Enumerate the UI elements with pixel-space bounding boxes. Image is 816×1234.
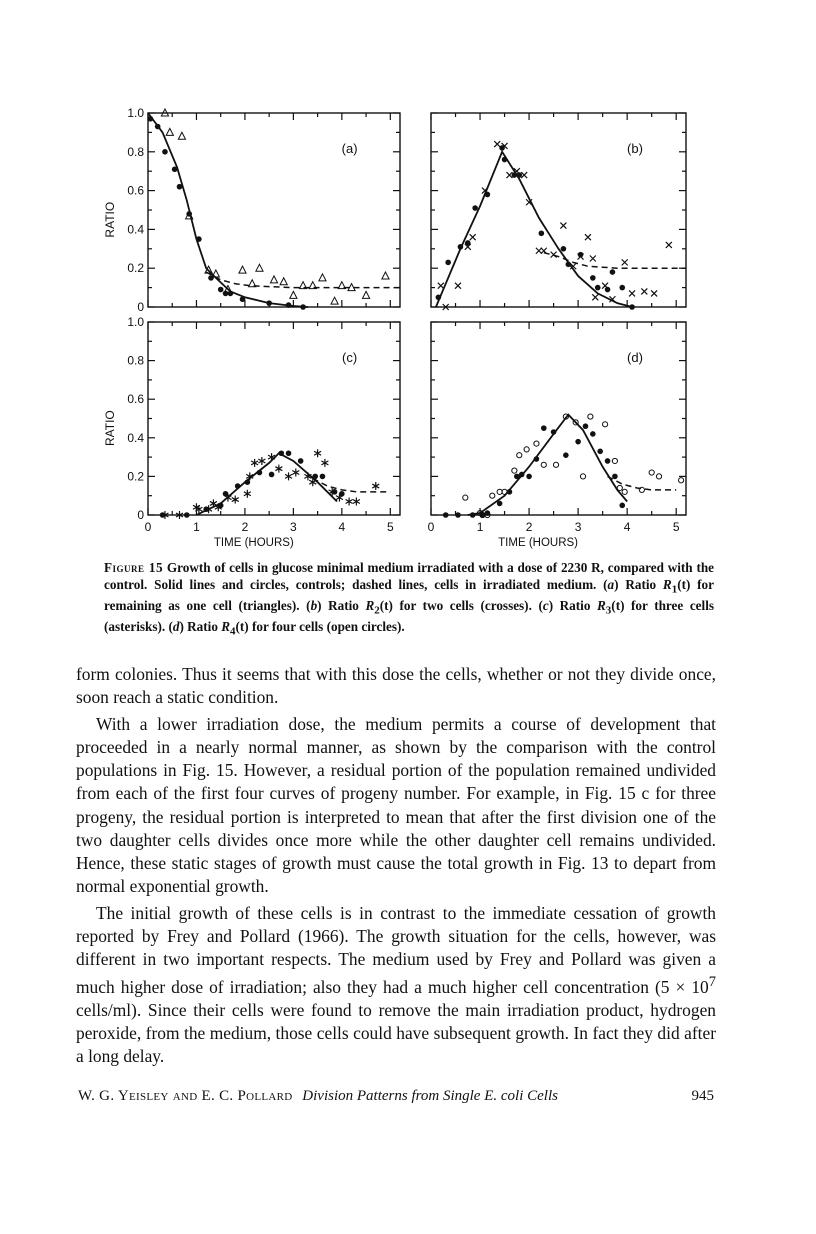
irradiated-point [622, 489, 627, 494]
irradiated-point [249, 280, 256, 287]
control-point [526, 474, 532, 480]
irradiated-point [256, 264, 263, 271]
control-point [619, 503, 625, 509]
control-point [566, 262, 572, 268]
caption-text: ) Ratio [614, 576, 663, 592]
control-point [155, 124, 161, 130]
irradiated-point [622, 259, 628, 265]
irradiated-point [470, 234, 476, 240]
control-point [605, 458, 611, 464]
irradiated-point [651, 290, 657, 296]
control-point [278, 450, 284, 456]
irradiated-point [382, 272, 389, 279]
control-point [445, 260, 451, 266]
caption-text: ) Ratio [179, 619, 222, 635]
footer-title: Division Patterns from Single E. coli Cells [302, 1088, 558, 1104]
control-point [575, 439, 581, 445]
irradiated-point [588, 414, 593, 419]
irradiated-point [592, 294, 598, 300]
irradiated-point [534, 441, 539, 446]
irradiated-point [506, 172, 512, 178]
paragraph-3-text: The initial growth of these cells is in contrast to the immediate cessation of growth reported by Frey and Pollard (1966). The growth situation for the cells, however, was different in two important respects. The medium used by Frey and Pollard was given a much higher dose of irradiation; also they had a much higher cell concentration (5 × 10 [76, 902, 716, 998]
irradiated-point [232, 496, 239, 504]
irradiated-point [285, 472, 292, 480]
caption-r1: R [662, 576, 672, 592]
control-point [541, 425, 547, 431]
irradiated-point [612, 458, 617, 463]
control-point [502, 157, 508, 163]
irradiated-point [258, 457, 265, 465]
paragraph-2: With a lower irradiation dose, the medium permits a course of development that proceeded in a nearly normal manner, as shown by the comparison with the control populations in Fig. 15. However, a residual portion of the population remained undivided from each of the first four curves of progeny number. For example, in Fig. 15 c for three progeny, the residual portion is interpreted to mean that after the first division one of the two daughter cells divides once more while the other daughter cell remains undivided. Hence, these static stages of growth must cause the total growth in Fig. 13 to depart from normal exponential growth. [76, 714, 716, 896]
irradiated-point [517, 453, 522, 458]
control-point [298, 458, 304, 464]
control-point [257, 470, 263, 476]
control-point [629, 304, 635, 310]
irradiated-point [678, 478, 683, 483]
x-axis-label: TIME (HOURS) [498, 537, 579, 549]
control-point [595, 285, 601, 291]
footer-authors: W. G. Yeisley and E. C. Pollard [78, 1088, 293, 1104]
page-footer [78, 1088, 714, 1108]
body-text [76, 663, 716, 1068]
control-point [534, 456, 540, 462]
irradiated-point [512, 468, 517, 473]
x-tick-label: 5 [386, 520, 394, 534]
y-tick-label: 0 [137, 508, 144, 522]
y-tick-label: 0 [137, 300, 144, 314]
control-point [218, 287, 224, 293]
control-point [590, 275, 596, 281]
y-tick-label: 0.6 [127, 183, 144, 198]
caption-text: (t) for two cells (crosses). ( [379, 597, 543, 613]
irradiated-point [299, 282, 306, 289]
irradiated-point [602, 422, 607, 427]
irradiated-point [331, 297, 338, 304]
control-point [172, 166, 178, 172]
irradiated-point [212, 270, 219, 277]
control-point [455, 512, 461, 518]
irradiated-point [463, 495, 468, 500]
irradiated-point [649, 470, 654, 475]
control-point [470, 512, 476, 518]
irradiated-point [629, 290, 635, 296]
panel-label: (b) [627, 141, 643, 156]
irradiated-point [602, 283, 608, 289]
paragraph-3-text: cells/ml). Since their cells were found to remove the main irradiation product, hydrogen peroxide, from the medium, those cells could have subsequent growth. In fact they did after a long delay. [76, 1000, 716, 1067]
control-point [235, 483, 241, 489]
x-tick-label: 0 [144, 520, 152, 534]
control-point [320, 474, 326, 480]
caption-r4-sub: 4 [230, 625, 236, 638]
control-point [514, 474, 520, 480]
irradiated-point [641, 288, 647, 294]
x-tick-label: 2 [241, 520, 249, 534]
irradiated-point [541, 462, 546, 467]
irradiated-point [585, 234, 591, 240]
control-point [583, 423, 589, 429]
irradiated-point [314, 449, 321, 457]
x-axis-label: TIME (HOURS) [213, 537, 294, 549]
control-point [266, 300, 272, 306]
irradiated-point [321, 459, 328, 467]
control-point [590, 431, 596, 437]
control-point [184, 512, 190, 518]
caption-text: ) Ratio [317, 597, 366, 613]
irradiated-curve [608, 476, 677, 490]
irradiated-point [494, 141, 500, 147]
irradiated-point [319, 274, 326, 281]
irradiated-point [244, 490, 251, 498]
page-number: 945 [691, 1088, 714, 1104]
irradiated-point [590, 256, 596, 262]
control-point [300, 304, 306, 310]
irradiated-point [455, 283, 461, 289]
y-tick-label: 1.0 [127, 315, 144, 329]
x-tick-label: 4 [338, 520, 346, 534]
irradiated-point [438, 283, 444, 289]
irradiated-point [372, 482, 379, 490]
panel-label: (c) [342, 350, 358, 365]
control-point [269, 472, 275, 478]
control-point [228, 291, 234, 297]
caption-r4: R [221, 619, 231, 635]
x-tick-label: 2 [525, 520, 533, 534]
irradiated-point [290, 291, 297, 298]
y-axis-label: RATIO [103, 201, 117, 238]
control-point [148, 116, 154, 122]
paragraph-1: form colonies. Thus it seems that with this dose the cells, whether or not they divide once, soon reach a static condition. [76, 664, 716, 708]
figure-caption [104, 560, 714, 640]
x-tick-label: 3 [574, 520, 582, 534]
figure-15 [0, 0, 816, 560]
y-tick-label: 0.4 [127, 430, 144, 445]
control-point [612, 474, 618, 480]
y-tick-label: 0.2 [127, 261, 144, 276]
caption-a: a [607, 576, 615, 592]
control-point [563, 452, 569, 458]
irradiated-point [251, 459, 258, 467]
irradiated-point [280, 278, 287, 285]
x-tick-label: 3 [290, 520, 297, 534]
caption-c: c [542, 597, 549, 613]
panel-frame [148, 113, 400, 307]
control-point [177, 184, 183, 190]
control-curve [468, 415, 627, 515]
caption-text: (t) for remaining as one cell (triangles). ( [104, 576, 714, 613]
control-point [436, 295, 442, 301]
y-tick-label: 0.6 [127, 392, 144, 407]
control-point [551, 429, 557, 435]
control-point [286, 450, 292, 456]
irradiated-point [656, 474, 661, 479]
irradiated-point [270, 276, 277, 283]
irradiated-curve [544, 253, 686, 269]
irradiated-point [521, 172, 527, 178]
panel-label: (d) [627, 350, 643, 365]
paragraph-3 [76, 902, 716, 1068]
panel-label: (a) [341, 141, 358, 156]
irradiated-curve [206, 272, 400, 288]
y-tick-label: 1.0 [127, 106, 144, 120]
control-point [196, 236, 202, 242]
control-point [443, 512, 449, 518]
control-point [286, 302, 292, 308]
irradiated-point [346, 497, 353, 505]
y-axis-label: RATIO [103, 410, 117, 447]
irradiated-point [338, 282, 345, 289]
control-point [497, 501, 503, 507]
caption-r3-sub: 3 [605, 604, 612, 617]
control-point [561, 246, 567, 252]
y-tick-label: 0.4 [127, 222, 144, 237]
caption-text: (t) for four cells (open circles). [235, 619, 405, 635]
irradiated-point [551, 252, 557, 258]
caption-r1-sub: 1 [671, 583, 678, 596]
irradiated-point [580, 474, 585, 479]
panel-frame [431, 113, 686, 307]
panel-frame [148, 322, 400, 515]
exponent: 7 [708, 974, 716, 991]
irradiated-point [178, 132, 185, 139]
irradiated-point [309, 282, 316, 289]
caption-text: (t) for three cells (asterisks). ( [104, 597, 714, 635]
irradiated-point [239, 266, 246, 273]
control-point [458, 244, 464, 250]
x-tick-label: 5 [672, 520, 680, 534]
irradiated-point [490, 493, 495, 498]
x-tick-label: 1 [476, 520, 484, 534]
control-point [597, 449, 603, 455]
control-point [519, 472, 525, 478]
y-tick-label: 0.8 [127, 353, 144, 368]
irradiated-point [617, 485, 622, 490]
control-point [223, 291, 229, 297]
irradiated-point [639, 487, 644, 492]
y-tick-label: 0.2 [127, 469, 144, 484]
irradiated-point [560, 223, 566, 229]
irradiated-point [362, 291, 369, 298]
irradiated-point [666, 242, 672, 248]
caption-text: ) Ratio [548, 597, 597, 613]
control-point [539, 230, 545, 236]
caption-d: d [172, 619, 180, 635]
caption-b: b [310, 597, 318, 613]
irradiated-point [292, 469, 299, 477]
caption-text: Growth of cells in glucose minimal medium irradiated with a dose of 2230 R, compared with the control. Solid lines and circles, controls; dashed lines, cells in irradiated medium. ( [104, 560, 715, 592]
control-point [162, 149, 168, 155]
caption-r2: R [365, 597, 375, 613]
caption-r2-sub: 2 [374, 604, 380, 617]
x-tick-label: 0 [427, 520, 435, 534]
x-tick-label: 4 [623, 520, 631, 534]
y-tick-label: 0.8 [127, 144, 144, 159]
irradiated-point [353, 497, 360, 505]
x-tick-label: 1 [193, 520, 200, 534]
caption-r3: R [597, 597, 606, 613]
irradiated-point [524, 447, 529, 452]
control-point [610, 269, 616, 275]
caption-label: Figure 15 [104, 560, 164, 575]
irradiated-point [553, 462, 558, 467]
control-point [240, 296, 246, 302]
panel-frame [431, 322, 686, 515]
irradiated-point [166, 128, 173, 135]
irradiated-point [275, 465, 282, 473]
control-point [472, 205, 478, 211]
control-point [619, 285, 625, 291]
